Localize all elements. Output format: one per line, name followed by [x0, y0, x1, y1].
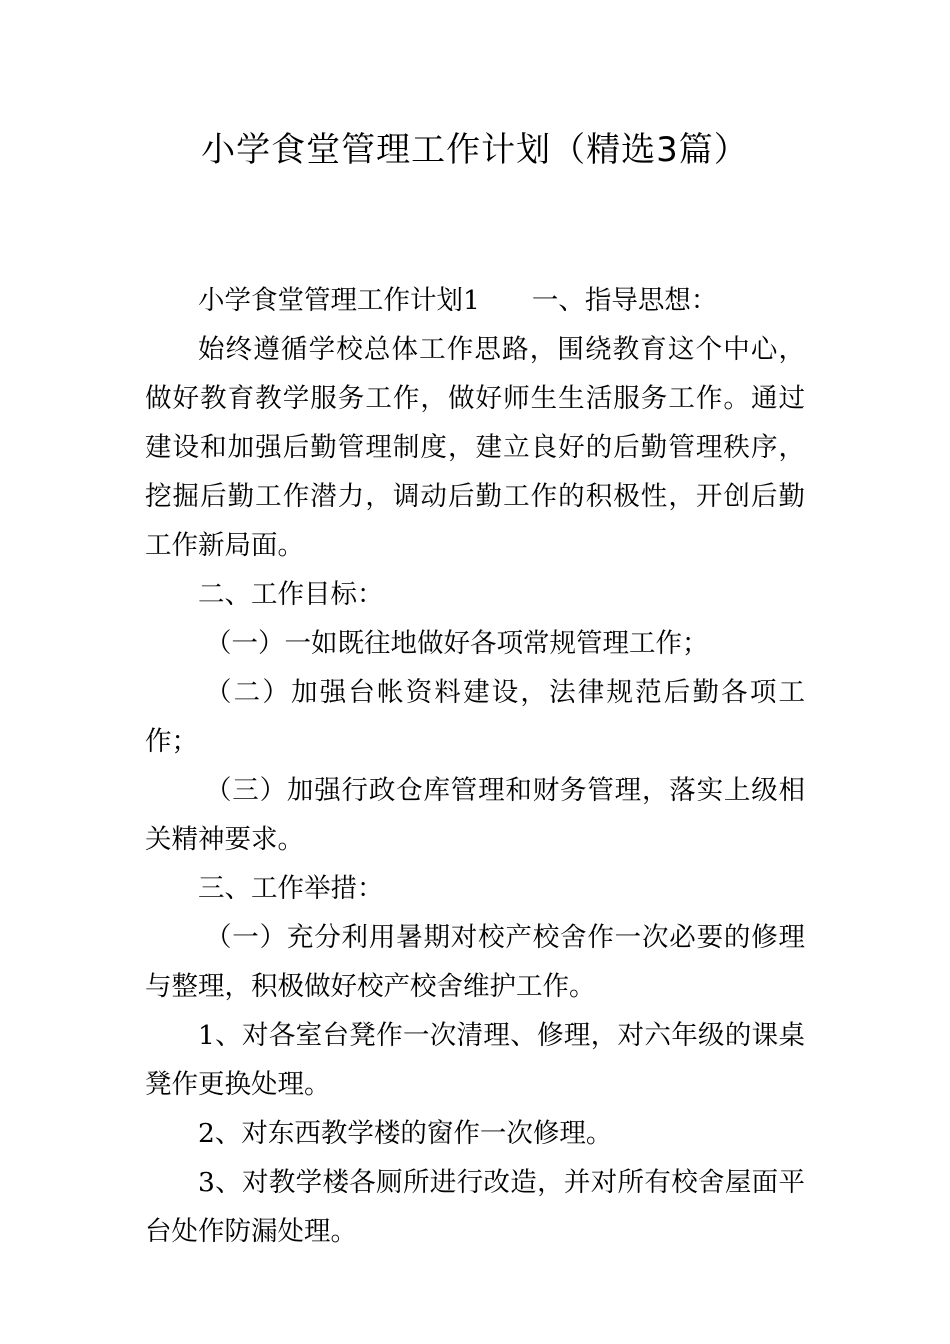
measure-subitem-2: 2、对东西教学楼的窗作一次修理。: [198, 1118, 613, 1149]
section-heading-work-goals: 二、工作目标：: [198, 579, 384, 610]
measure-item-1: （一）充分利用暑期对校产校舍作一次必要的修理与整理，积极做好校产校舍维护工作。: [145, 922, 805, 1002]
section-heading-work-measures: 三、工作举措：: [198, 873, 384, 904]
paragraph-guiding-thought: 始终遵循学校总体工作思路，围绕教育这个中心，做好教育教学服务工作，做好师生生活服务工作。通过建设和加强后勤管理制度，建立良好的后勤管理秩序，挖掘后勤工作潜力，调动后勤工作的积极性，开创后勤工作新局面。: [145, 334, 805, 561]
paragraph-intro: [145, 276, 805, 325]
document-title: 小学食堂管理工作计划（精选3篇）: [201, 130, 749, 170]
plan-heading: 小学食堂管理工作计划1: [198, 285, 480, 316]
goal-item-1: （一）一如既往地做好各项常规管理工作；: [205, 628, 709, 659]
section-heading-guiding-thought: 一、指导思想：: [531, 285, 718, 316]
measure-subitem-3: 3、对教学楼各厕所进行改造，并对所有校舍屋面平台处作防漏处理。: [145, 1167, 805, 1247]
measure-subitem-1: 1、对各室台凳作一次清理、修理，对六年级的课桌凳作更换处理。: [145, 1020, 805, 1100]
document-body: [145, 276, 805, 1256]
goal-item-3: （三）加强行政仓库管理和财务管理，落实上级相关精神要求。: [145, 775, 805, 855]
goal-item-2: （二）加强台帐资料建设，法律规范后勤各项工作；: [145, 677, 805, 757]
